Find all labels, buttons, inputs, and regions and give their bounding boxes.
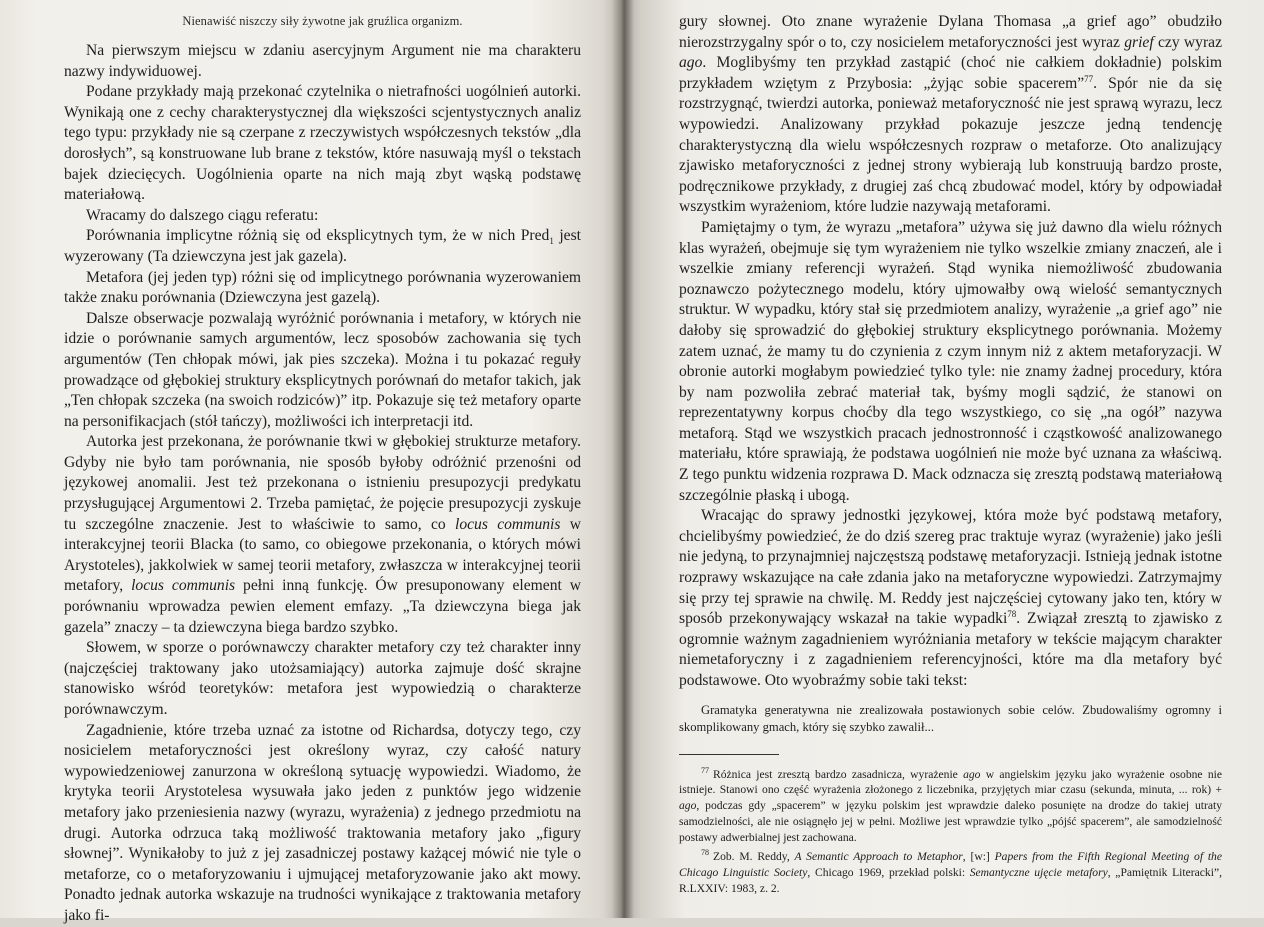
running-head: Nienawiść niszczy siły żywotne jak gruźlica organizm. xyxy=(182,14,463,28)
paragraph xyxy=(679,12,1222,218)
paragraph xyxy=(64,226,581,267)
text-run: Zob. M. Reddy, xyxy=(713,850,795,864)
paragraph: Pamiętajmy o tym, że wyrazu „metafora” używa się już dawno dla wielu różnych klas wyrażeń, obejmuje się tym wyrażeniem nie tylko wszelkie zmiany znaczeń, ale i wszelkie zmiany referencji wyrażeń. Stąd wynika niemożliwość zbudowania poznawczo pożytecznego modelu, który ujmowałby ową wielość semantycznych struktur. W wypadku, który stał się przedmiotem analizy, wyrażenie „a grief ago” nie dałoby się sprowadzić do głębokiej struktury eksplicytnego porównania. Możemy zatem uznać, że mamy tu do czynienia z czym innym niż z aktem metaforyzacji. W obronie autorki mogłabym powiedzieć tylko tyle: nie znamy żadnej procedury, która by nam pozwoliła zebrać materiał tak, byśmy mogli sądzić, że stanowi on reprezentatywny korpus choćby dla tego wszystkiego, co się „na ogół” nazywa metaforą. Stąd we wszystkich pracach jednostronność i cząstkowość analizowanego materiału, które sprawiają, że podstawa uogólnień nie może być uznana za właściwą. Z tego punktu widzenia rozprawa D. Mack odznacza się zresztą podstawą materiałową szczególnie płaską i ubogą. xyxy=(679,218,1222,504)
text-run: . Spór nie da się rozstrzygnąć, twierdzi autorka, ponieważ metaforyczność nie jest sprawą wyrazu, lecz wypowiedzi. Analizowany przykład pokazuje jeszcze jedną tendencję charakterystyczną dla wielu współczesnych rozpraw o metaforze. Oto analizujący zjawisko metaforyczności z jednej strony wybierają lub konstruują bardzo proste, podręcznikowe przykłady, z drugiej zaś chcą zbudować model, który by odpowiadał wszystkim wyrażeniom, które ludzie nazywają metaforami. xyxy=(679,74,1223,216)
footnote xyxy=(679,845,1222,896)
left-body-text xyxy=(64,41,581,927)
paragraph xyxy=(679,506,1222,691)
paragraph: Zagadnienie, które trzeba uznać za istotne od Richardsa, dotyczy tego, czy nosicielem metaforyczności jest określony wyraz, czy całość natury wypowiedzeniowej zanurzona w określoną sytuację wypowiedzi. Wiadomo, że krytyka teorii Arystotelesa wysuwała jako jeden z punktów jego widzenie metafory jako przeniesienia nazwy (wyrazu, wyrażenia) z jednego przedmiotu na drugi. Autorka odrzuca taką możliwość traktowania metafory jako „figury słownej”. Wynikałoby to już z jej zasadniczej postawy każącej mówić nie tyle o metaforze, co o metaforyzowaniu i ujmującej metaforyzowanie jako akt mowy. Ponadto jednak autorka wskazuje na trudności wynikające z traktowania metafory jako fi- xyxy=(64,721,581,924)
footnote xyxy=(679,763,1222,846)
text-run: , Chicago 1969, przekład polski: xyxy=(807,866,970,880)
text-run: w angielskim języku jako wyrażenie osobne nie istnieje. Stanowi ono część wyrażenia złożonego z liczebnika, przyjętych miar czasu (sekunda, minuta, ... rok) + xyxy=(679,767,1223,797)
paragraph: Słowem, w sporze o porównawczy charakter metafory czy też charakter inny (najczęściej traktowany jako utożsamiający) autorka zajmuje dość skrajne stanowisko wśród teoretyków: metafora jest wypowiedzią o charakterze porównawczym. xyxy=(64,639,581,718)
text-run: Porównania implicytne różnią się od eksplicytnych tym, że w nich Pred xyxy=(86,227,550,245)
text-run: czy wyraz xyxy=(1153,33,1223,51)
paragraph: Metafora (jej jeden typ) różni się od implicytnego porównania wyzerowaniem także znaku porównania (Dziewczyna jest gazelą). xyxy=(64,268,581,307)
text-run: Autorka jest przekonana, że porównanie tkwi w głębokiej strukturze metafory. Gdyby nie było tam porównania, nie sposób byłoby odróżnić przenośni od językowej anomalii. Jest też przekonana o istnieniu presupozycji predykatu przysługującej Argumentowi 2. Trzeba pamiętać, że pojęcie presupozycji zyskuje tu szczególne znaczenie. Jest to właściwie to samo, co xyxy=(64,433,581,533)
paragraph xyxy=(64,432,581,638)
text-run: Wracając do sprawy jednostki językowej, która może być podstawą metafory, chcielibyśmy powiedzieć, że do dziś szereg prac traktuje wyraz (wyrażenie) jako jeśli nie jedyną, to przynajmniej najczęstszą podstawę metaforyzacji. Istnieją jednak istotne rozprawy wskazujące na całe zdania jako na metaforyczne wypowiedzi. Zatrzymajmy się przy tej sprawie na chwilę. M. Reddy jest najczęściej cytowany jako ten, który w sposób przekonywający wskazał na takie wypadki xyxy=(679,507,1222,628)
paragraph: Na pierwszym miejscu w zdaniu asercyjnym Argument nie ma charakteru nazwy indywiduowej. xyxy=(64,42,581,80)
text-run: . Moglibyśmy ten przykład zastąpić (choć nie całkiem dokładnie) polskim przykładem wziętym z Przybosia: „żyjąc sobie spacerem” xyxy=(679,54,1222,92)
text-run: , „Pamiętnik Literacki”, R.LXXIV: 1983, z. 2. xyxy=(679,866,1222,895)
italic-term: grief xyxy=(1124,33,1154,51)
subscript: 1 xyxy=(549,236,554,247)
text-run: , podczas gdy „spacerem” w języku polskim jest wprawdzie daleko posunięte na drodze do takiej utraty samodzielności, ale nie osiągnęło jej w pełni. Możliwe jest wprawdzie tylko „pójść spacerem”, ale samodzielność postawy adwerbialnej jest zachowana. xyxy=(679,799,1222,844)
right-page xyxy=(621,0,1264,918)
italic-title: A Semantic Approach to Metaphor xyxy=(794,850,963,864)
paragraph: Podane przykłady mają przekonać czytelnika o nietrafności uogólnień autorki. Wynikają one z cechy charakterystycznej dla większości scjentystycznych analiz tego typu: przykłady nie są czerpane z rzeczywistych współczesnych tekstów „dla dorosłych”, są konstruowane lub brane z tekstów, które nasuwają myśl o tekstach bajek dziecięcych. Uogólnienia oparte na nich mają zbyt wąską podstawę materiałową. xyxy=(64,83,581,204)
footnote-number: 78 xyxy=(701,848,709,858)
text-run: , [w:] xyxy=(962,850,995,864)
paragraph: Wracamy do dalszego ciągu referatu: xyxy=(86,206,319,224)
text-run: pełni inną funkcję. Ów presuponowany element w porównaniu wprowadza pewien element emfazy. „Ta dziewczyna biega jak gazela” znaczy – ta dziewczyna biega bardzo szybko. xyxy=(64,577,581,636)
footnote-divider xyxy=(679,754,779,755)
italic-term: ago xyxy=(963,767,981,781)
italic-title: Papers from the Fifth Regional Meeting of the Chicago Linguistic Society xyxy=(679,850,1222,880)
paragraph: Dalsze obserwacje pozwalają wyróżnić porównania i metafory, w których nie idzie o porównanie samych argumentów, lecz sposobów zachowania się tych argumentów (Ten chłopak mówi, jak pies szczeka). Można i tu pokazać reguły prowadzące od głębokiej struktury eksplicytnych porównań do metafor takich, jak „Ten chłopak szczeka (na swoich rodziców)” itp. Pokazuje się też metafory oparte na personifikacjach (stół tańczy), możliwości ich interpretacji itd. xyxy=(64,309,581,430)
italic-term: ago xyxy=(679,54,703,72)
footnote-ref[interactable]: 78 xyxy=(1007,609,1017,620)
text-run: Różnica jest zresztą bardzo zasadnicza, wyrażenie xyxy=(713,767,964,781)
footnote-ref[interactable]: 77 xyxy=(1084,73,1094,84)
italic-term: locus communis xyxy=(131,577,236,595)
text-run: . Związał zresztą to zjawisko z ogromnie ważnym zagadnieniem wyróżniania metafory w tekście mającym charakter niemetaforyczny i z zagadnieniem referencyjności, które ma dla metafory być podstawowe. Oto wyobraźmy sobie taki tekst: xyxy=(679,610,1222,689)
italic-term: ago xyxy=(679,799,697,813)
footnote-number: 77 xyxy=(701,765,709,775)
italic-title: Semantyczne ujęcie metafory xyxy=(969,866,1108,880)
block-quote: Gramatyka generatywna nie zrealizowała postawionych sobie celów. Zbudowaliśmy ogromny i skomplikowany gmach, który się szybko zawalił... xyxy=(679,702,1222,734)
left-page xyxy=(0,0,621,924)
right-body-text xyxy=(679,12,1222,692)
italic-term: locus communis xyxy=(455,515,561,533)
text-run: gury słownej. Oto znane wyrażenie Dylana Thomasa „a grief ago” obudziło nierozstrzygalny spór o to, czy nosicielem metaforyczności jest wyraz xyxy=(679,13,1222,51)
text-run: jest wyzerowany (Ta dziewczyna jest jak gazela). xyxy=(64,227,581,265)
text-run: w interakcyjnej teorii Blacka (to samo, co obiegowe przekonania, o których mówi Arystoteles), jakkolwiek w samej teorii metafory, zwłaszcza w interakcyjnej teorii metafory, xyxy=(64,515,582,595)
